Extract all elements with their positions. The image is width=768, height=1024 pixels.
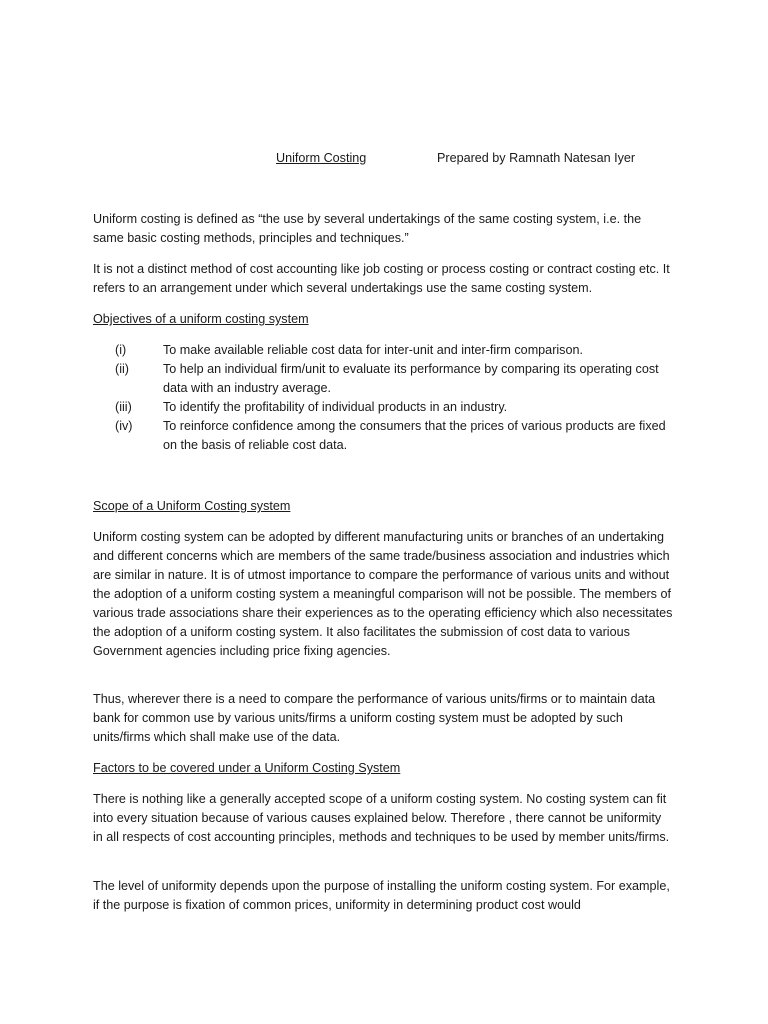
objectives-list (93, 341, 673, 455)
list-item-number: (iii) (115, 400, 132, 414)
scope-paragraph-1: Uniform costing system can be adopted by different manufacturing units or branches of an undertaking and different concerns which are members of the same trade/business association and industries which are similar in nature. It is of utmost importance to compare the performance of various units and without the adoption of a uniform costing system a meaningful comparison will not be possible. The members of various trade associations share their experiences as to the operating efficiency which also necessitates the adoption of a uniform costing system. It also facilitates the submission of cost data to various Government agencies including price fixing agencies. (93, 530, 673, 658)
document-title: Uniform Costing (276, 151, 367, 165)
intro-distinction-paragraph: It is not a distinct method of cost accounting like job costing or process costing or contract costing etc. It refers to an arrangement under which several undertakings use the same costing system. (93, 262, 670, 295)
list-item-text: To reinforce confidence among the consumers that the prices of various products are fixed on the basis of reliable cost data. (163, 419, 666, 452)
list-item (93, 417, 673, 455)
list-item-number: (i) (115, 343, 127, 357)
list-item (93, 341, 673, 360)
list-item-text: To identify the profitability of individual products in an industry. (163, 400, 508, 414)
objectives-heading: Objectives of a uniform costing system (93, 312, 309, 326)
list-item-text: To make available reliable cost data for inter-unit and inter-firm comparison. (163, 343, 583, 357)
scope-heading: Scope of a Uniform Costing system (93, 499, 291, 513)
author-line: Prepared by Ramnath Natesan Iyer (437, 151, 636, 165)
list-item-number: (ii) (115, 362, 129, 376)
factors-heading: Factors to be covered under a Uniform Costing System (93, 761, 401, 775)
factors-paragraph-2: The level of uniformity depends upon the purpose of installing the uniform costing system. For example, if the purpose is fixation of common prices, uniformity in determining product cost would (93, 879, 670, 912)
list-item-text: To help an individual firm/unit to evaluate its performance by comparing its operating cost data with an industry average. (163, 362, 659, 395)
list-item (93, 398, 673, 417)
intro-definition-paragraph: Uniform costing is defined as “the use by several undertakings of the same costing system, i.e. the same basic costing methods, principles and techniques.” (93, 212, 642, 245)
list-item-number: (iv) (115, 419, 133, 433)
factors-paragraph-1: There is nothing like a generally accepted scope of a uniform costing system. No costing system can fit into every situation because of various causes explained below. Therefore , there cannot be uniformity in all respects of cost accounting principles, methods and techniques to be used by member units/firms. (93, 792, 670, 844)
list-item (93, 360, 673, 398)
document-header (0, 149, 768, 169)
scope-paragraph-2: Thus, wherever there is a need to compare the performance of various units/firms or to maintain data bank for common use by various units/firms a uniform costing system must be adopted by such units/firms which shall make use of the data. (93, 692, 656, 744)
